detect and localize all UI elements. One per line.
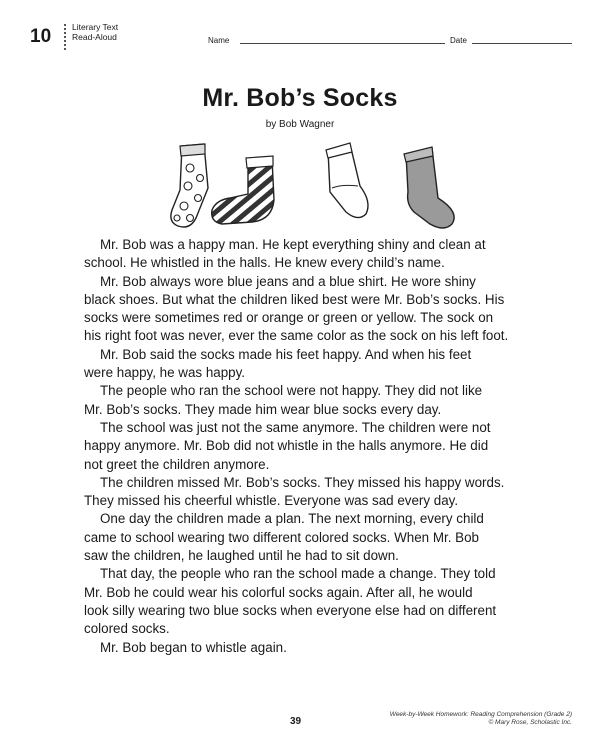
story-paragraph <box>84 236 534 273</box>
page-title: Mr. Bob’s Socks <box>202 84 398 112</box>
name-label: Name <box>208 36 230 45</box>
story-line: They missed his cheerful whistle. Everyone was sad every day. <box>84 493 459 509</box>
byline: by Bob Wagner <box>265 119 335 130</box>
gray-sock-icon <box>404 147 454 228</box>
header-divider <box>64 24 69 50</box>
story-paragraph <box>84 346 534 383</box>
story-line: Mr. Bob said the socks made his feet happy. And when his feet <box>100 346 472 362</box>
striped-sock-icon <box>212 156 274 224</box>
story-line: That day, the people who ran the school made a change. They told <box>100 566 496 582</box>
story-line: not greet the children anymore. <box>84 456 270 472</box>
story-line: look silly wearing two blue socks when everyone else had on different <box>84 602 497 618</box>
lesson-number: 10 <box>30 26 52 47</box>
story-paragraph <box>84 474 534 511</box>
story-line: came to school wearing two different colored socks. When Mr. Bob <box>84 529 479 545</box>
story-line: One day the children made a plan. The next morning, every child <box>100 511 484 527</box>
story-text <box>84 236 534 657</box>
story-paragraph <box>84 510 534 565</box>
story-paragraph <box>84 419 534 474</box>
story-paragraph <box>84 382 534 419</box>
story-line: The people who ran the school were not happy. They did not like <box>100 383 483 399</box>
page-header <box>30 22 575 50</box>
story-line: Mr. Bob was a happy man. He kept everything shiny and clean at <box>100 237 486 252</box>
story-line: Mr. Bob always wore blue jeans and a blue shirt. He wore shiny <box>100 273 476 289</box>
white-sock-icon <box>326 143 368 218</box>
story-line: colored socks. <box>84 621 170 637</box>
story-line: black shoes. But what the children liked best were Mr. Bob’s socks. His <box>84 291 505 307</box>
credit-line1: Week-by-Week Homework: Reading Comprehension (Grade 2) <box>389 711 572 718</box>
story-line: socks were sometimes red or orange or green or yellow. The sock on <box>84 310 494 326</box>
story-line: The school was just not the same anymore. The children were not <box>100 419 491 435</box>
dotted-sock-icon <box>171 144 208 227</box>
socks-illustration <box>160 138 470 234</box>
lesson-type <box>72 22 118 42</box>
story-line: school. He whistled in the halls. He knew every child’s name. <box>84 255 445 271</box>
copyright-credit <box>390 711 572 727</box>
story-line: were happy, he was happy. <box>84 365 246 381</box>
page-number: 39 <box>290 716 302 727</box>
story-line: Mr. Bob began to whistle again. <box>100 639 287 655</box>
story-line: Mr. Bob’s socks. They made him wear blue socks every day. <box>84 401 442 417</box>
date-field[interactable] <box>472 43 572 44</box>
credit-line2: © Mary Rose, Scholastic Inc. <box>488 719 572 726</box>
lesson-type-line1: Literary Text <box>72 22 119 32</box>
name-field[interactable] <box>240 43 445 44</box>
story-line: Mr. Bob he could wear his colorful socks again. After all, he would <box>84 584 473 600</box>
date-label: Date <box>450 36 467 45</box>
lesson-type-line2: Read-Aloud <box>72 32 117 42</box>
story-line: saw the children, he laughed until he had to sit down. <box>84 548 399 564</box>
story-paragraph <box>84 273 534 346</box>
story-line: The children missed Mr. Bob’s socks. They missed his happy words. <box>100 474 505 490</box>
story-paragraph <box>84 565 534 638</box>
story-line: happy anymore. Mr. Bob did not whistle in the halls anymore. He did <box>84 438 489 454</box>
story-line: his right foot was never, ever the same color as the sock on his left foot. <box>84 328 509 344</box>
story-paragraph <box>84 639 534 657</box>
